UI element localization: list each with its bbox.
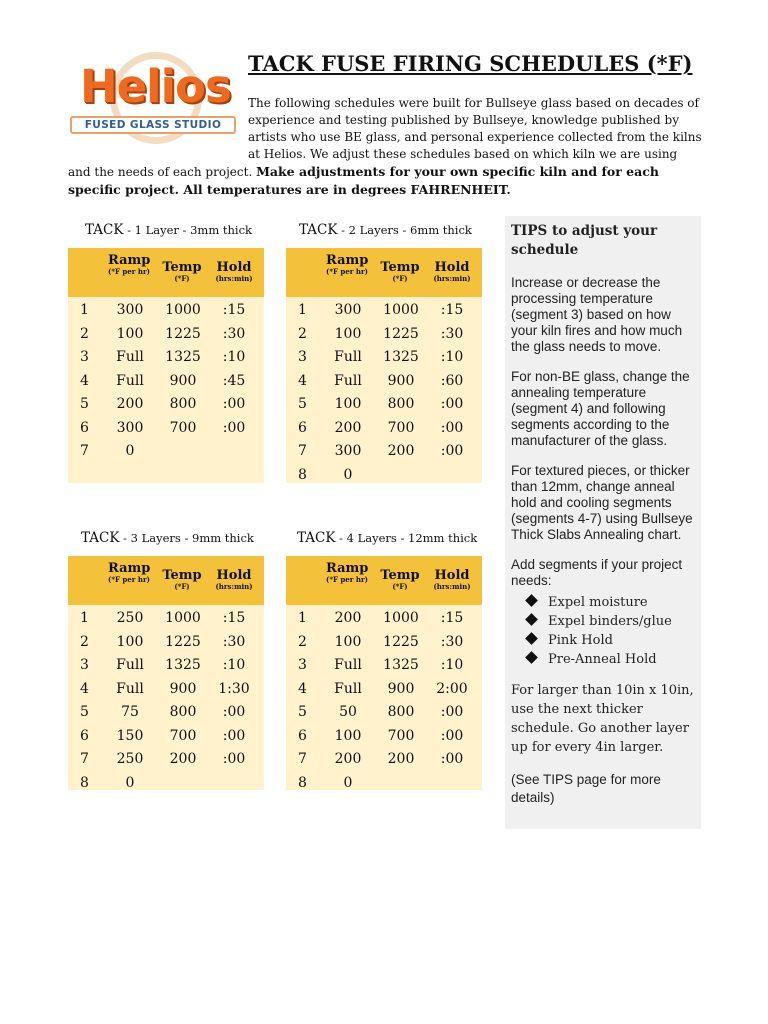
temp-cell: 200 <box>387 751 415 767</box>
list-item: Expel moisture <box>527 593 695 612</box>
hold-cell: :00 <box>440 396 464 412</box>
table-row <box>68 346 264 370</box>
table-row <box>68 701 264 725</box>
segment-cell: 7 <box>80 751 89 767</box>
ramp-cell: 0 <box>125 774 135 791</box>
hold-cell: :10 <box>440 657 464 673</box>
tips-heading: TIPS to adjust your schedule <box>511 223 658 258</box>
temp-cell: 1325 <box>383 657 419 673</box>
ramp-cell: Full <box>116 680 144 697</box>
schedule-table-4-layers <box>286 556 482 790</box>
ramp-cell: Full <box>334 349 362 365</box>
table-row <box>68 631 264 655</box>
hold-cell: :00 <box>222 704 246 720</box>
hold-cell: :00 <box>440 751 464 767</box>
intro-paragraph <box>68 95 702 199</box>
segment-cell: 4 <box>298 680 307 697</box>
hold-cell: :45 <box>222 372 246 389</box>
table-row <box>286 346 482 370</box>
ramp-cell: 200 <box>334 751 362 767</box>
temp-cell: 800 <box>387 396 415 412</box>
tips-panel <box>505 216 701 829</box>
hold-cell: :00 <box>440 419 464 436</box>
hold-cell: :15 <box>222 610 246 626</box>
table-row <box>68 772 264 796</box>
tip-processing-temp: Increase or decrease the processing temperature (segment 3) based on how your kiln fires and how much the glass needs to move. <box>511 275 683 354</box>
schedule-table-3-layers <box>68 556 264 790</box>
hold-cell: :15 <box>440 610 464 626</box>
hold-cell: :30 <box>440 633 464 650</box>
table-row <box>286 323 482 347</box>
segment-cell: 6 <box>298 727 307 744</box>
temp-cell: 200 <box>387 443 415 459</box>
temp-cell: 800 <box>169 704 197 720</box>
intro-text: The following schedules were built for Bullseye glass based on decades of experience and testing published by Bullseye, knowledge published by artists who use BE glass, and personal experience collected from the kilns at Helios. We adjust these schedules based on which kiln we are using and the needs of each project. <box>68 96 702 179</box>
table-row <box>286 464 482 488</box>
table-row <box>286 725 482 749</box>
ramp-cell: Full <box>116 372 144 389</box>
logo-wordmark: Helios <box>80 60 231 113</box>
table-row <box>286 631 482 655</box>
table-header <box>68 248 264 297</box>
temp-cell: 800 <box>169 396 197 412</box>
temp-cell: 1225 <box>165 633 201 650</box>
header-ramp: Ramp (*F per hr) <box>108 253 151 276</box>
temp-cell: 1225 <box>383 325 419 342</box>
table-title-4-layers: TACK - 4 Layers - 12mm thick <box>297 530 478 546</box>
segment-cell: 1 <box>80 610 89 626</box>
header-hold: Hold (hrs:min) <box>433 260 471 283</box>
segment-cell: 7 <box>80 443 89 459</box>
header-temp: Temp (*F) <box>380 568 420 591</box>
hold-cell: :10 <box>440 349 464 365</box>
temp-cell: 1325 <box>165 349 201 365</box>
segment-cell: 8 <box>80 774 89 791</box>
table-header <box>286 248 482 297</box>
temp-cell: 1000 <box>165 302 201 318</box>
ramp-cell: 100 <box>116 325 144 342</box>
temp-cell: 900 <box>387 680 415 697</box>
segment-cell: 1 <box>298 610 307 626</box>
hold-cell: 2:00 <box>436 680 468 697</box>
table-row <box>68 323 264 347</box>
tip-larger-pieces: For larger than 10in x 10in, use the next thicker schedule. Go another layer up for every 4in larger. <box>511 683 694 755</box>
temp-cell: 1000 <box>165 610 201 626</box>
segment-cell: 1 <box>80 302 89 318</box>
schedule-table-2-layers <box>286 248 482 483</box>
segment-cell: 5 <box>298 396 307 412</box>
ramp-cell: 100 <box>334 633 362 650</box>
ramp-cell: 0 <box>343 466 353 483</box>
header-temp: Temp (*F) <box>162 568 202 591</box>
ramp-cell: 200 <box>334 419 362 436</box>
segment-cell: 3 <box>298 657 307 673</box>
temp-cell: 900 <box>169 680 197 697</box>
table-row <box>286 701 482 725</box>
table-row <box>68 370 264 394</box>
ramp-cell: Full <box>116 657 144 673</box>
temp-cell: 700 <box>387 419 415 436</box>
table-header <box>286 556 482 605</box>
hold-cell: :00 <box>222 751 246 767</box>
tip-textured-pieces: For textured pieces, or thicker than 12mm, change anneal hold and cooling segments (segments 4-7) using Bullseye Thick Slabs Annealing chart. <box>511 463 693 542</box>
segment-cell: 5 <box>298 704 307 720</box>
segment-cell: 8 <box>298 466 307 483</box>
header-hold: Hold (hrs:min) <box>215 568 253 591</box>
hold-cell: :15 <box>222 302 246 318</box>
hold-cell: :30 <box>222 633 246 650</box>
hold-cell: :00 <box>222 727 246 744</box>
ramp-cell: Full <box>334 680 362 697</box>
ramp-cell: 50 <box>339 704 357 720</box>
temp-cell: 1225 <box>165 325 201 342</box>
ramp-cell: 100 <box>334 325 362 342</box>
hold-cell: :15 <box>440 302 464 318</box>
table-title-2-layers: TACK - 2 Layers - 6mm thick <box>299 222 472 238</box>
temp-cell: 1000 <box>383 302 419 318</box>
header-hold: Hold (hrs:min) <box>215 260 253 283</box>
table-row <box>286 678 482 702</box>
temp-cell: 1000 <box>383 610 419 626</box>
segment-cell: 6 <box>80 727 89 744</box>
segment-cell: 2 <box>298 633 307 650</box>
table-row <box>68 440 264 464</box>
hold-cell: :30 <box>440 325 464 342</box>
temp-cell: 1325 <box>383 349 419 365</box>
hold-cell: :00 <box>440 704 464 720</box>
hold-cell: :60 <box>440 372 464 389</box>
ramp-cell: 250 <box>116 751 144 767</box>
header-ramp: Ramp (*F per hr) <box>326 561 369 584</box>
segment-cell: 2 <box>298 325 307 342</box>
segment-cell: 5 <box>80 396 89 412</box>
table-row <box>286 417 482 441</box>
hold-cell: :10 <box>222 657 246 673</box>
table-header <box>68 556 264 605</box>
ramp-cell: Full <box>334 372 362 389</box>
table-row <box>286 772 482 796</box>
hold-cell: :00 <box>440 443 464 459</box>
ramp-cell: 300 <box>334 302 362 318</box>
segment-cell: 3 <box>80 657 89 673</box>
table-row <box>68 299 264 323</box>
ramp-cell: 0 <box>343 774 353 791</box>
ramp-cell: 250 <box>116 610 144 626</box>
diamond-bullet-icon <box>525 632 538 645</box>
temp-cell: 700 <box>169 419 197 436</box>
segment-cell: 6 <box>80 419 89 436</box>
segment-cell: 4 <box>80 372 89 389</box>
intro-bold-text: Make adjustments for your own specific kiln and for each specific project. All temperatures are in degrees FAHRENHEIT. <box>68 164 659 197</box>
diamond-bullet-icon <box>525 594 538 607</box>
hold-cell: :30 <box>222 325 246 342</box>
ramp-cell: 200 <box>116 396 144 412</box>
diamond-bullet-icon <box>525 613 538 626</box>
ramp-cell: 200 <box>334 610 362 626</box>
header-ramp: Ramp (*F per hr) <box>108 561 151 584</box>
temp-cell: 1225 <box>383 633 419 650</box>
ramp-cell: 300 <box>116 419 144 436</box>
ramp-cell: 150 <box>116 727 144 744</box>
list-item: Expel binders/glue <box>527 612 695 631</box>
table-row <box>286 654 482 678</box>
temp-cell: 900 <box>387 372 415 389</box>
table-row <box>68 748 264 772</box>
segment-cell: 4 <box>298 372 307 389</box>
schedule-table-1-layer <box>68 248 264 483</box>
ramp-cell: 100 <box>334 396 362 412</box>
hold-cell: :00 <box>222 396 246 412</box>
header-temp: Temp (*F) <box>380 260 420 283</box>
ramp-cell: Full <box>116 349 144 365</box>
diamond-bullet-icon <box>525 651 538 664</box>
table-row <box>68 725 264 749</box>
ramp-cell: 100 <box>116 633 144 650</box>
segment-cell: 5 <box>80 704 89 720</box>
temp-cell: 800 <box>387 704 415 720</box>
ramp-cell: 300 <box>116 302 144 318</box>
table-row <box>68 678 264 702</box>
segment-cell: 2 <box>80 325 89 342</box>
table-row <box>68 607 264 631</box>
list-item: Pink Hold <box>527 631 695 650</box>
ramp-cell: 75 <box>121 704 139 720</box>
segment-cell: 1 <box>298 302 307 318</box>
ramp-cell: 100 <box>334 727 362 744</box>
temp-cell: 200 <box>169 751 197 767</box>
segment-cell: 6 <box>298 419 307 436</box>
table-row <box>286 440 482 464</box>
ramp-cell: Full <box>334 657 362 673</box>
temp-cell: 700 <box>387 727 415 744</box>
tip-non-be-glass: For non-BE glass, change the annealing temperature (segment 4) and following segments according to the manufacturer of the glass. <box>511 369 690 448</box>
table-row <box>286 299 482 323</box>
table-row <box>286 607 482 631</box>
table-row <box>68 654 264 678</box>
table-row <box>286 370 482 394</box>
temp-cell: 1325 <box>165 657 201 673</box>
ramp-cell: 300 <box>334 443 362 459</box>
hold-cell: :00 <box>222 419 246 436</box>
table-row <box>68 393 264 417</box>
segment-cell: 7 <box>298 443 307 459</box>
table-row <box>286 748 482 772</box>
segment-cell: 8 <box>298 774 307 791</box>
table-title-3-layers: TACK - 3 Layers - 9mm thick <box>81 530 254 546</box>
table-row <box>68 417 264 441</box>
header-ramp: Ramp (*F per hr) <box>326 253 369 276</box>
segment-list <box>511 593 695 669</box>
ramp-cell: 0 <box>125 443 135 459</box>
hold-cell: :00 <box>440 727 464 744</box>
segment-cell: 3 <box>80 349 89 365</box>
segment-cell: 4 <box>80 680 89 697</box>
tip-see-tips-page: (See TIPS page for more details) <box>511 772 661 805</box>
logo-subtitle: FUSED GLASS STUDIO <box>84 119 222 131</box>
header-temp: Temp (*F) <box>162 260 202 283</box>
temp-cell: 700 <box>169 727 197 744</box>
page-title: TACK FUSE FIRING SCHEDULES (*F) <box>248 51 693 76</box>
header-hold: Hold (hrs:min) <box>433 568 471 591</box>
table-row <box>286 393 482 417</box>
hold-cell: 1:30 <box>218 680 250 697</box>
segment-cell: 7 <box>298 751 307 767</box>
segment-cell: 2 <box>80 633 89 650</box>
tip-add-segments: Add segments if your project needs: <box>511 557 683 588</box>
table-title-1-layer: TACK - 1 Layer - 3mm thick <box>85 222 252 238</box>
segment-cell: 3 <box>298 349 307 365</box>
temp-cell: 900 <box>169 372 197 389</box>
list-item: Pre-Anneal Hold <box>527 650 695 669</box>
hold-cell: :10 <box>222 349 246 365</box>
